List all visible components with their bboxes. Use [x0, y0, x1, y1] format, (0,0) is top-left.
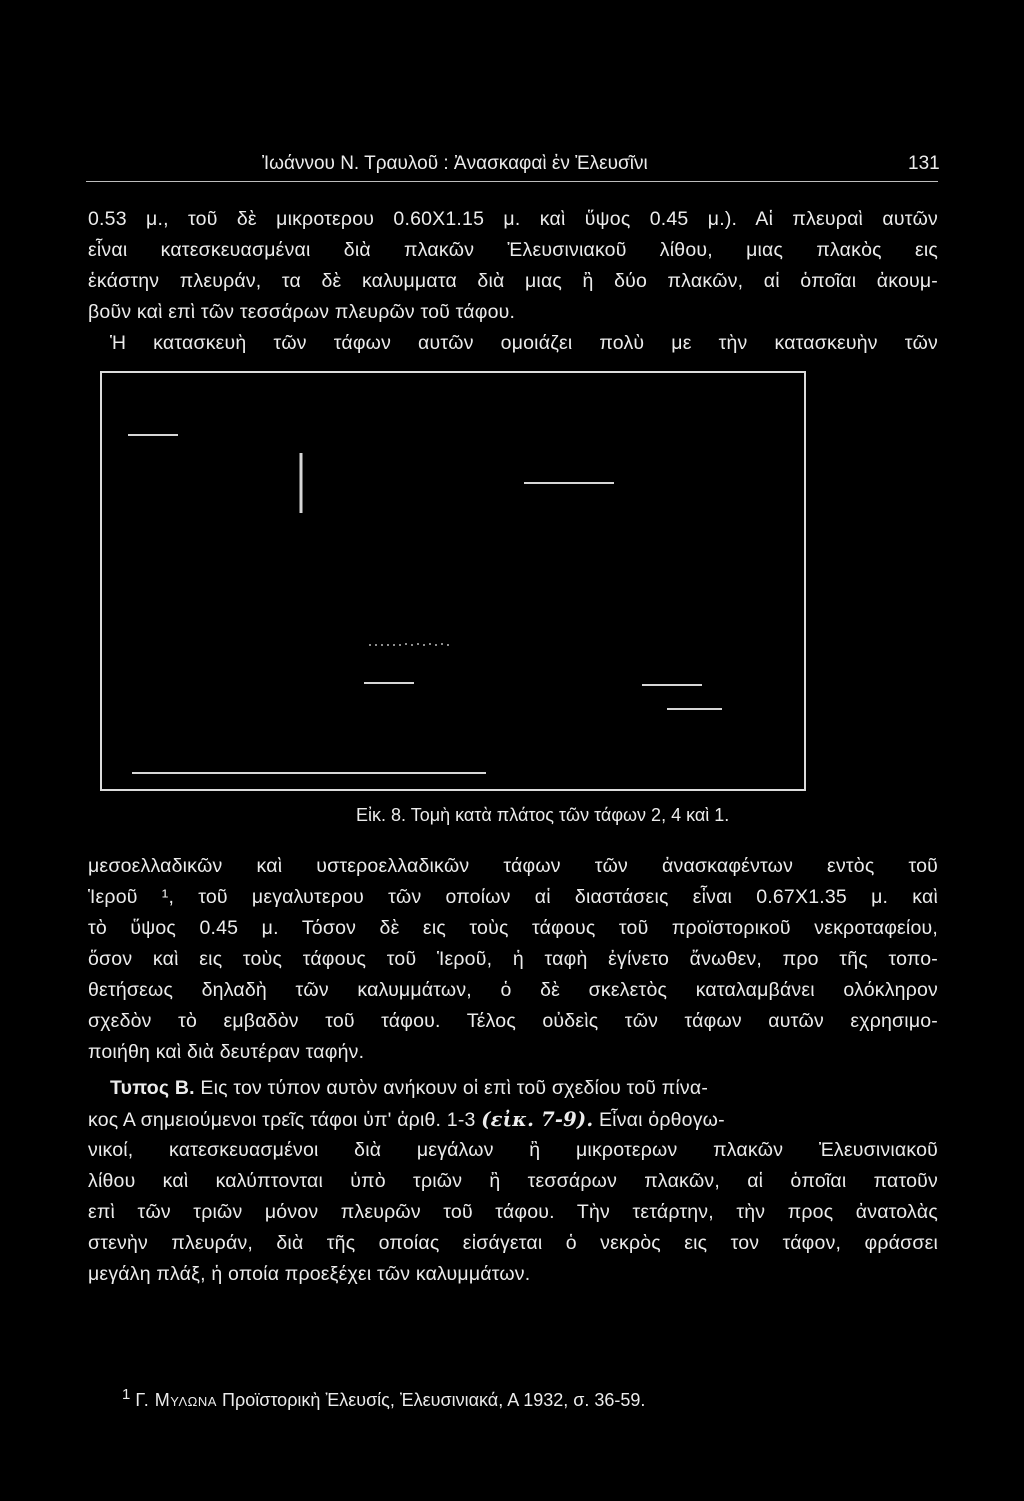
text-span: Εἶναι ὀρθογω- — [593, 1109, 725, 1131]
figure-section-drawing — [100, 371, 806, 791]
header-rule — [86, 181, 938, 182]
text-line: μεγάλη πλάξ, ἡ οποία προεξέχει τῶν καλυμμάτων. — [88, 1263, 531, 1285]
text-line: λίθου καὶ καλύπτονται ὑπὸ τριῶν ἢ τεσσάρων πλακῶν, αἱ ὁποῖαι πατοῦν — [88, 1170, 938, 1192]
figure-drawing — [102, 373, 804, 789]
text-line: σχεδὸν τὸ εμβαδὸν τοῦ τάφου. Τέλος οὐδεὶς τῶν τάφων αυτῶν εχρησιμο- — [88, 1010, 938, 1032]
text-line: στενὴν πλευράν, διὰ τῆς οποίας εἰσάγεται ὁ νεκρὸς εις τον τάφον, φράσσει — [88, 1232, 938, 1254]
text-line: Ἡ κατασκευὴ τῶν τάφων αυτῶν ομοιάζει πολὺ με τὴν κατασκευὴν τῶν — [110, 332, 938, 354]
text-line: Ἱεροῦ ¹, τοῦ μεγαλυτερου τῶν οποίων αἱ διαστάσεις εἶναι 0.67X1.35 μ. καὶ — [88, 886, 938, 908]
text-line: 0.53 μ., τοῦ δὲ μικροτερου 0.60X1.15 μ. καὶ ὕψος 0.45 μ.). Αἱ πλευραὶ αυτῶν — [88, 208, 938, 230]
text-line: εἶναι κατεσκευασμέναι διὰ πλακῶν Ἐλευσινιακοῦ λίθου, μιας πλακὸς εις — [88, 239, 938, 261]
footnote-marker: 1 — [122, 1386, 131, 1403]
text-line — [110, 1077, 938, 1100]
text-line: τὸ ὕψος 0.45 μ. Τόσον δὲ εις τοὺς τάφους τοῦ προϊστορικοῦ νεκροταφείου, — [88, 917, 938, 939]
text-line: βοῦν καὶ επὶ τῶν τεσσάρων πλευρῶν τοῦ τάφου. — [88, 301, 516, 323]
text-span: κος Α σημειούμενοι τρεῖς τάφοι ὑπ' ἀριθ. 1-3 — [88, 1109, 482, 1131]
text-line: ποιήθη καὶ διὰ δευτέραν ταφήν. — [88, 1041, 365, 1063]
text-line: μεσοελλαδικῶν καὶ υστεροελλαδικῶν τάφων τῶν ἀνασκαφέντων εντὸς τοῦ — [88, 855, 938, 877]
footnote — [122, 1386, 645, 1411]
footnote-author: Γ. Μυλωνα — [135, 1390, 217, 1410]
running-title: Ἰωάννου Ν. Τραυλοῦ : Ἀνασκαφαὶ ἐν Ἐλευσῖνι — [262, 153, 648, 174]
text-line: θετήσεως δηλαδὴ τῶν καλυμμάτων, ὁ δὲ σκελετὸς καταλαμβάνει ολόκληρον — [88, 979, 938, 1001]
text-line: νικοί, κατεσκευασμένοι διὰ μεγάλων ἢ μικροτερων πλακῶν Ἐλευσινιακοῦ — [88, 1139, 938, 1161]
text-span: Εις τον τύπον αυτὸν ανήκουν οἱ επὶ τοῦ σχεδίου τοῦ πίνα- — [194, 1077, 709, 1099]
page-number: 131 — [908, 153, 940, 174]
figure-caption: Εἰκ. 8. Τομὴ κατὰ πλάτος τῶν τάφων 2, 4 καὶ 1. — [356, 805, 730, 825]
text-line: ἑκάστην πλευράν, τα δὲ καλυμματα διὰ μιας ἢ δύο πλακῶν, αἱ ὁποῖαι ἀκουμ- — [88, 270, 938, 292]
footnote-text: Προϊστορικὴ Ἐλευσίς, Ἐλευσινιακά, Α 1932, σ. 36-59. — [216, 1390, 646, 1410]
text-line — [88, 1108, 938, 1132]
section-heading-type-b: Τυπος Β. — [110, 1077, 195, 1099]
text-line: επὶ τῶν τριῶν μόνον πλευρῶν τοῦ τάφου. Τὴν τετάρτην, τὴν προς ἀνατολὰς — [88, 1201, 938, 1223]
text-line: ὅσον καὶ εις τοὺς τάφους τοῦ Ἱεροῦ, ἡ ταφὴ ἐγίνετο ἄνωθεν, προ τῆς τοπο- — [88, 948, 938, 970]
figure-reference: (εἰκ. 7-9). — [481, 1108, 594, 1131]
